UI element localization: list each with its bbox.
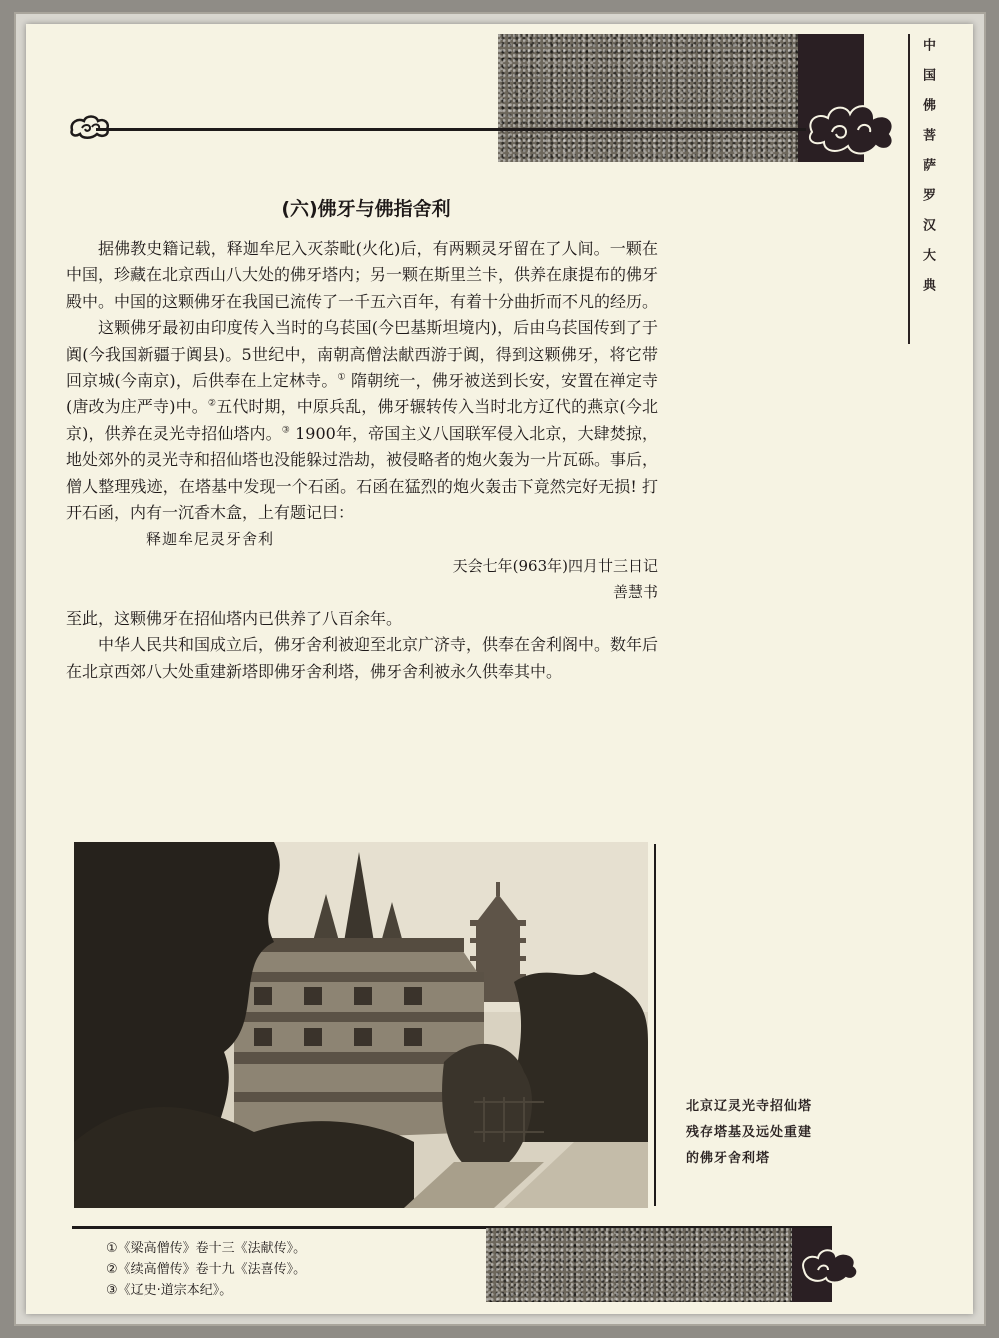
inscription-quote: 释迦牟尼灵牙舍利 xyxy=(146,530,275,549)
paragraph-1: 据佛教史籍记载，释迦牟尼入灭荼毗(火化)后，有两颗灵牙留在了人间。一颗在中国，珍藏在北京西山八大处的佛牙塔内；另一颗在斯里兰卡，供养在康提布的佛牙殿中。中国的这颗佛牙在我国已流传了一千五六百年，有着十分曲折而不凡的经历。 xyxy=(66,239,659,311)
paragraph-2-part-d: 1900年，帝国主义八国联军侵入北京，大肆焚掠，地处郊外的灵光寺和招仙塔也没能躲过浩劫，被侵略者的炮火轰为一片瓦砾。事后，僧人整理残迹，在塔基中发现一个石函。石函在猛烈的炮火轰击下竟然完好无损! 打开石函，内有一沉香木盒，上有题记曰： xyxy=(66,423,659,523)
pagoda-photo xyxy=(74,842,648,1208)
paragraph-2-part-c: 五代时期，中原兵乱，佛牙辗转传入当时北方辽代的燕京(今北京)，供养在灵光寺招仙塔内。 xyxy=(66,397,658,443)
paragraph-4: 中华人民共和国成立后，佛牙舍利被迎至北京广济寺，供奉在舍利阁中。数年后在北京西郊八大处重建新塔即佛牙舍利塔，佛牙舍利被永久供奉其中。 xyxy=(66,635,659,681)
side-book-title xyxy=(908,34,950,344)
photo-side-rule xyxy=(654,844,656,1206)
footnote-marker-1[interactable]: ① xyxy=(337,372,346,383)
footnote-2: ②《续高僧传》卷十九《法喜传》。 xyxy=(106,1262,307,1277)
paragraph-2-part-a: 这颗佛牙最初由印度传入当时的乌苌国(今巴基斯坦境内)，后由乌苌国传到了于阗(今我国新疆于阗县)。5世纪中，南朝高僧法献西游于阗，得到这颗佛牙，将它带回京城(今南京)，后供奉在上定林寺。 xyxy=(66,318,658,391)
body-text xyxy=(66,236,658,685)
paragraph-2-part-b: 隋朝统一，佛牙被送到长安，安置在禅定寺(唐改为庄严寺)中。 xyxy=(66,371,658,417)
section-title: (六)佛牙与佛指舍利 xyxy=(281,198,451,220)
footnotes xyxy=(106,1238,476,1301)
paragraph-3: 至此，这颗佛牙在招仙塔内已供养了八百余年。 xyxy=(66,608,403,628)
footer-texture-banner xyxy=(486,1228,792,1302)
header-texture-banner xyxy=(498,34,808,162)
side-title-text: 中国佛菩萨罗汉大典 xyxy=(920,38,935,308)
photo-caption: 北京辽灵光寺招仙塔残存塔基及远处重建的佛牙舍利塔 xyxy=(686,1099,813,1166)
footnote-marker-2[interactable]: ② xyxy=(207,399,217,410)
cloud-ornament-small-icon xyxy=(798,1242,864,1286)
inscription-date: 天会七年(963年)四月廿三日记 xyxy=(452,556,658,575)
cloud-ornament-icon xyxy=(68,112,112,140)
book-page xyxy=(26,24,973,1314)
footnote-1: ①《梁高僧传》卷十三《法献传》。 xyxy=(106,1241,307,1256)
footnote-3: ③《辽史·道宗本纪》。 xyxy=(106,1283,233,1298)
paragraph-2 xyxy=(66,315,658,526)
inscription-author: 善慧书 xyxy=(612,583,658,602)
footnote-marker-3[interactable]: ③ xyxy=(281,425,290,436)
cloud-ornament-large-icon xyxy=(802,86,902,158)
header-rule xyxy=(96,128,806,131)
